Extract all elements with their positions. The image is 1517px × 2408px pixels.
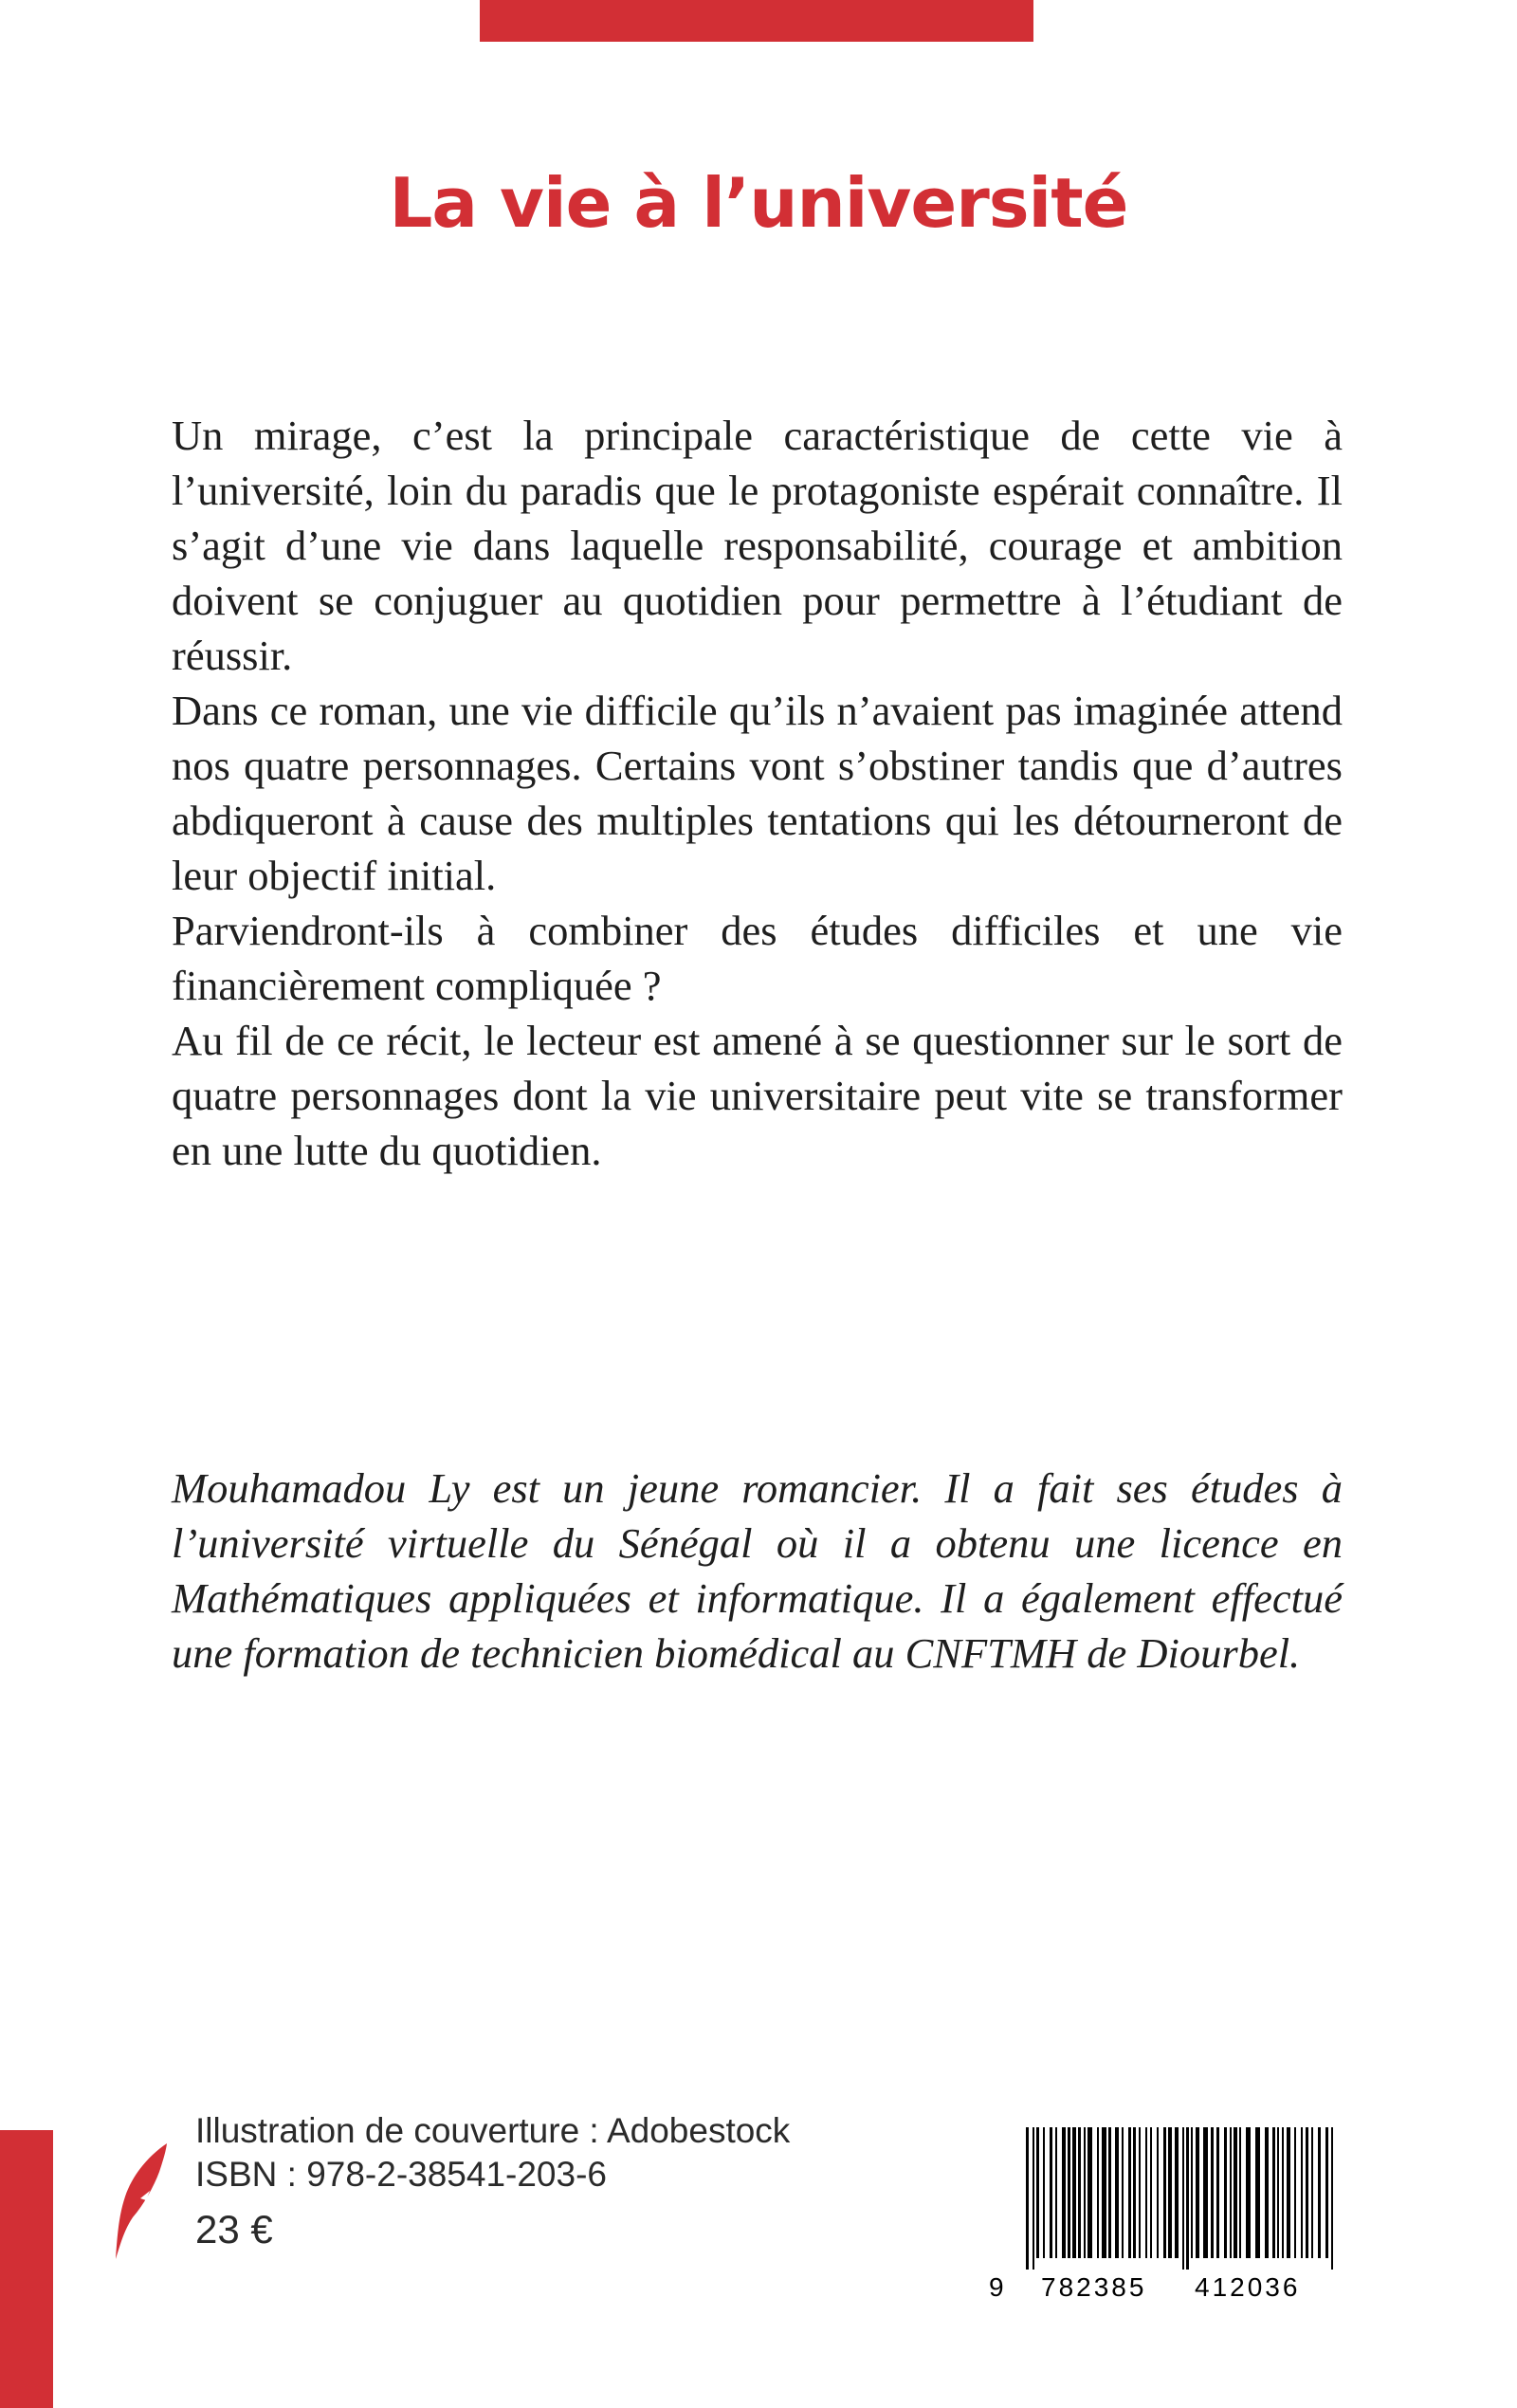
summary-paragraph: Parviendront-ils à combiner des études difficiles et une vie financièrement compliquée ? [172, 907, 1343, 1009]
barcode-bar [1150, 2127, 1152, 2258]
book-summary [172, 408, 1343, 1178]
top-accent-bar [480, 0, 1033, 42]
barcode-bar [1211, 2127, 1214, 2258]
barcode-digit-group: 782385 [1041, 2272, 1147, 2302]
barcode-bar [1050, 2127, 1052, 2258]
barcode-bar [1163, 2127, 1166, 2258]
barcode-bar [1272, 2127, 1275, 2258]
barcode-bar [1246, 2127, 1251, 2258]
barcode-bar [1265, 2127, 1269, 2258]
barcode-bar [1055, 2127, 1057, 2258]
isbn-number: ISBN : 978-2-38541-203-6 [195, 2155, 607, 2194]
illustration-credit: Illustration de couverture : Adobestock [195, 2111, 791, 2150]
barcode-bar [1157, 2127, 1159, 2258]
barcode-bar [1216, 2127, 1219, 2258]
barcode-bar [1331, 2127, 1333, 2270]
summary-paragraph: Dans ce roman, une vie difficile qu’ils n’avaient pas imaginée attend nos quatre personnages. Certains vont s’obstiner tandis que d’autres abdiqueront à cause des multiples tentations qui les détourneront de leur objectif initial. [172, 687, 1343, 899]
credits-block [195, 2109, 790, 2257]
barcode-bar [1234, 2127, 1237, 2258]
barcode-bar [1175, 2127, 1179, 2258]
barcode-bar [1287, 2127, 1290, 2258]
barcode-bar [1318, 2127, 1321, 2258]
barcode-bar [1033, 2127, 1034, 2270]
barcode-bar [1301, 2127, 1303, 2258]
barcode-bar [1306, 2127, 1308, 2258]
barcode-bar [1097, 2127, 1099, 2258]
barcode-bar [1087, 2127, 1092, 2258]
barcode-bar [1062, 2127, 1066, 2258]
book-price: 23 € [195, 2207, 273, 2252]
barcode-bar [1196, 2127, 1199, 2258]
barcode-bar [1282, 2127, 1284, 2258]
barcode-bar [1133, 2127, 1136, 2258]
barcode-bar [1122, 2127, 1124, 2258]
barcode-bar [1043, 2127, 1045, 2258]
side-accent-bar [0, 2130, 53, 2408]
barcode-bar [1102, 2127, 1106, 2258]
barcode-bar [1277, 2127, 1279, 2258]
barcode-bar [1072, 2127, 1076, 2258]
barcode-bar [1224, 2127, 1227, 2258]
barcode-bar [1182, 2127, 1184, 2270]
quill-feather-icon [112, 2141, 169, 2261]
barcode-bar [1186, 2127, 1189, 2270]
barcode-bar [1128, 2127, 1131, 2258]
barcode-bar [1294, 2127, 1296, 2258]
barcode-bar [1255, 2127, 1260, 2258]
barcode-bar [1036, 2127, 1039, 2258]
barcode-bar [1026, 2127, 1029, 2270]
quill-feather-shape [116, 2143, 167, 2259]
summary-paragraph: Un mirage, c’est la principale caractéristique de cette vie à l’université, loin du paradis que le protagoniste espérait connaître. Il s’agit d’une vie dans laquelle responsabilité, courage et ambition doivent se conjuguer au quotidien pour permettre à l’étudiant de réussir. [172, 412, 1343, 679]
barcode-bar [1325, 2127, 1328, 2258]
barcode-bar [1115, 2127, 1119, 2258]
barcode-bar [1203, 2127, 1208, 2258]
book-title: La vie à l’université [389, 163, 1128, 243]
barcode-bar [1145, 2127, 1147, 2258]
barcode-bar [1068, 2127, 1070, 2258]
barcode-bar [1311, 2127, 1313, 2258]
barcode-first-digit: 9 [989, 2272, 1004, 2302]
barcode-bar [1168, 2127, 1172, 2258]
barcode-bar [1230, 2127, 1232, 2258]
barcode-bar [1239, 2127, 1241, 2258]
barcode-bar [1084, 2127, 1086, 2258]
barcode-digit-group: 412036 [1195, 2272, 1301, 2302]
summary-paragraph: Au fil de ce récit, le lecteur est amené à se questionner sur le sort de quatre personnages dont la vie universitaire peut vite se transformer en une lutte du quotidien. [172, 1017, 1343, 1174]
barcode-icon [1026, 2127, 1339, 2270]
barcode-bar [1078, 2127, 1081, 2258]
barcode-bar [1191, 2127, 1193, 2258]
barcode-bar [1139, 2127, 1141, 2258]
barcode-bar [1108, 2127, 1111, 2258]
author-bio: Mouhamadou Ly est un jeune romancier. Il a fait ses études à l’université virtuelle du Sénégal où il a obtenu une licence en Mathématiques appliquées et informatique. Il a également effectué une formation de technicien biomédical au CNFTMH de Diourbel. [172, 1464, 1343, 1677]
